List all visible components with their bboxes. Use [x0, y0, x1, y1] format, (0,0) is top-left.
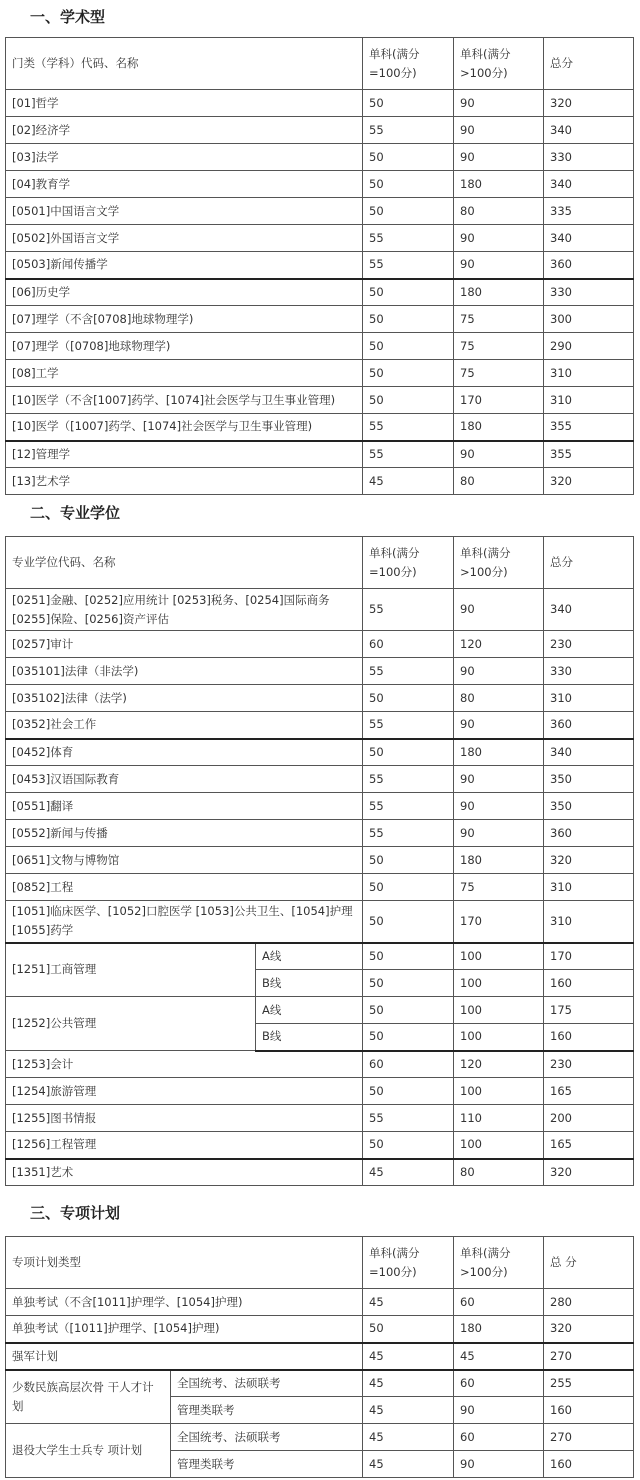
- row-single-eq100: 55: [363, 793, 454, 820]
- row-name: [10]医学（[1007]药学、[1074]社会医学与卫生事业管理): [6, 414, 363, 441]
- row-single-eq100: 50: [363, 279, 454, 306]
- header-category: 门类（学科）代码、名称: [6, 38, 363, 90]
- row-single-eq100: 50: [363, 847, 454, 874]
- row-single-gt100: 80: [454, 1159, 544, 1186]
- professional-table: [5, 536, 634, 1186]
- row-total: 165: [544, 1078, 634, 1105]
- row-single-gt100: 180: [454, 1316, 544, 1343]
- row-name: 少数民族高层次骨 干人才计划: [6, 1370, 171, 1424]
- row-total: 350: [544, 766, 634, 793]
- table-row: [6, 1159, 634, 1186]
- row-single-gt100: 80: [454, 685, 544, 712]
- row-single-eq100: 50: [363, 739, 454, 766]
- row-name: [0651]文物与博物馆: [6, 847, 363, 874]
- row-single-gt100: 170: [454, 901, 544, 943]
- header-single-eq100: 单科(满分=100分): [363, 1237, 454, 1289]
- row-total: 360: [544, 252, 634, 279]
- section-title-professional: 二、专业学位: [30, 504, 121, 522]
- row-single-eq100: 50: [363, 306, 454, 333]
- row-single-eq100: 50: [363, 1078, 454, 1105]
- table-row: [6, 1289, 634, 1316]
- row-line-label: 全国统考、法硕联考: [171, 1370, 363, 1397]
- table-row: [6, 171, 634, 198]
- row-single-gt100: 100: [454, 943, 544, 970]
- row-name: [0352]社会工作: [6, 712, 363, 739]
- row-total: 340: [544, 225, 634, 252]
- row-total: 320: [544, 847, 634, 874]
- row-single-eq100: 55: [363, 252, 454, 279]
- row-single-eq100: 45: [363, 468, 454, 495]
- row-single-gt100: 100: [454, 997, 544, 1024]
- row-name: [03]法学: [6, 144, 363, 171]
- row-single-eq100: 50: [363, 901, 454, 943]
- table-row: [6, 766, 634, 793]
- row-single-gt100: 90: [454, 225, 544, 252]
- row-name: [0452]体育: [6, 739, 363, 766]
- row-single-gt100: 170: [454, 387, 544, 414]
- row-name: [12]管理学: [6, 441, 363, 468]
- row-total: 340: [544, 117, 634, 144]
- row-single-eq100: 60: [363, 1051, 454, 1078]
- row-single-gt100: 60: [454, 1370, 544, 1397]
- table-row: [6, 901, 634, 943]
- row-single-gt100: 180: [454, 414, 544, 441]
- row-single-gt100: 90: [454, 1397, 544, 1424]
- row-single-gt100: 90: [454, 766, 544, 793]
- row-total: 320: [544, 90, 634, 117]
- row-single-gt100: 90: [454, 820, 544, 847]
- row-single-eq100: 45: [363, 1343, 454, 1370]
- row-name: [0552]新闻与传播: [6, 820, 363, 847]
- table-row: [6, 333, 634, 360]
- row-single-gt100: 90: [454, 252, 544, 279]
- table-row: [6, 90, 634, 117]
- row-single-eq100: 55: [363, 225, 454, 252]
- row-total: 310: [544, 874, 634, 901]
- row-single-eq100: 45: [363, 1424, 454, 1451]
- row-single-eq100: 50: [363, 997, 454, 1024]
- row-single-gt100: 100: [454, 970, 544, 997]
- row-single-gt100: 90: [454, 90, 544, 117]
- row-total: 320: [544, 468, 634, 495]
- section-title-academic: 一、学术型: [30, 8, 106, 26]
- table-row: [6, 117, 634, 144]
- row-name: [1256]工程管理: [6, 1132, 363, 1159]
- row-total: 230: [544, 631, 634, 658]
- table-row: [6, 1316, 634, 1343]
- row-total: 330: [544, 144, 634, 171]
- row-single-eq100: 50: [363, 144, 454, 171]
- row-name: [0251]金融、[0252]应用统计 [0253]税务、[0254]国际商务 [0255]保险、[0256]资产评估: [6, 589, 363, 631]
- row-name: [1254]旅游管理: [6, 1078, 363, 1105]
- table-row: [6, 441, 634, 468]
- row-line-label: 管理类联考: [171, 1397, 363, 1424]
- row-total: 310: [544, 901, 634, 943]
- row-total: 280: [544, 1289, 634, 1316]
- table-row: [6, 1424, 634, 1451]
- section-title-special: 三、专项计划: [30, 1204, 121, 1222]
- row-single-eq100: 50: [363, 685, 454, 712]
- row-name: [13]艺术学: [6, 468, 363, 495]
- table-row: [6, 658, 634, 685]
- row-single-gt100: 180: [454, 847, 544, 874]
- row-single-gt100: 90: [454, 144, 544, 171]
- row-name: 强军计划: [6, 1343, 363, 1370]
- row-single-eq100: 50: [363, 333, 454, 360]
- row-single-eq100: 45: [363, 1289, 454, 1316]
- row-line-label: B线: [256, 1024, 363, 1051]
- row-total: 330: [544, 279, 634, 306]
- row-total: 350: [544, 793, 634, 820]
- header-total: 总分: [544, 38, 634, 90]
- row-total: 310: [544, 387, 634, 414]
- row-total: 170: [544, 943, 634, 970]
- row-name: [0503]新闻传播学: [6, 252, 363, 279]
- row-single-gt100: 100: [454, 1132, 544, 1159]
- row-single-eq100: 50: [363, 943, 454, 970]
- row-name: [0551]翻译: [6, 793, 363, 820]
- row-total: 230: [544, 1051, 634, 1078]
- header-single-gt100: 单科(满分 >100分): [454, 537, 544, 589]
- row-total: 340: [544, 589, 634, 631]
- row-name: 退役大学生士兵专 项计划: [6, 1424, 171, 1478]
- table-row: [6, 225, 634, 252]
- row-single-gt100: 180: [454, 171, 544, 198]
- table-row: [6, 739, 634, 766]
- row-single-gt100: 80: [454, 468, 544, 495]
- table-row: [6, 793, 634, 820]
- row-name: [035102]法律（法学): [6, 685, 363, 712]
- row-single-gt100: 90: [454, 589, 544, 631]
- header-single-eq100: 单科(满分=100分): [363, 38, 454, 90]
- row-name: [1252]公共管理: [6, 997, 256, 1051]
- header-category: 专业学位代码、名称: [6, 537, 363, 589]
- row-single-eq100: 50: [363, 1316, 454, 1343]
- table-header-row: [6, 537, 634, 589]
- row-total: 330: [544, 658, 634, 685]
- table-row: [6, 712, 634, 739]
- row-total: 200: [544, 1105, 634, 1132]
- row-name: [07]理学（不含[0708]地球物理学): [6, 306, 363, 333]
- row-single-gt100: 75: [454, 360, 544, 387]
- row-single-eq100: 55: [363, 117, 454, 144]
- row-name: [1255]图书情报: [6, 1105, 363, 1132]
- row-total: 165: [544, 1132, 634, 1159]
- row-single-eq100: 45: [363, 1370, 454, 1397]
- row-single-eq100: 55: [363, 658, 454, 685]
- row-single-gt100: 180: [454, 279, 544, 306]
- table-row: [6, 874, 634, 901]
- table-row: [6, 144, 634, 171]
- row-single-gt100: 100: [454, 1078, 544, 1105]
- row-name: [1253]会计: [6, 1051, 363, 1078]
- row-single-gt100: 45: [454, 1343, 544, 1370]
- row-single-gt100: 60: [454, 1289, 544, 1316]
- row-name: 单独考试（[1011]护理学、[1054]护理): [6, 1316, 363, 1343]
- row-line-label: 管理类联考: [171, 1451, 363, 1478]
- row-total: 360: [544, 712, 634, 739]
- row-single-eq100: 50: [363, 1132, 454, 1159]
- row-single-eq100: 55: [363, 414, 454, 441]
- row-total: 320: [544, 1316, 634, 1343]
- header-single-eq100: 单科(满分=100分): [363, 537, 454, 589]
- row-total: 290: [544, 333, 634, 360]
- table-row: [6, 631, 634, 658]
- table-header-row: [6, 1237, 634, 1289]
- row-name: [02]经济学: [6, 117, 363, 144]
- table-row: [6, 1078, 634, 1105]
- row-name: [10]医学（不含[1007]药学、[1074]社会医学与卫生事业管理): [6, 387, 363, 414]
- header-single-gt100: 单科(满分 >100分): [454, 1237, 544, 1289]
- row-name: [04]教育学: [6, 171, 363, 198]
- row-single-gt100: 110: [454, 1105, 544, 1132]
- row-single-gt100: 100: [454, 1024, 544, 1051]
- table-row: [6, 997, 634, 1024]
- row-total: 320: [544, 1159, 634, 1186]
- row-single-gt100: 120: [454, 1051, 544, 1078]
- row-name: [08]工学: [6, 360, 363, 387]
- table-row: [6, 252, 634, 279]
- table-row: [6, 1132, 634, 1159]
- row-single-eq100: 55: [363, 820, 454, 847]
- row-name: [035101]法律（非法学): [6, 658, 363, 685]
- row-total: 335: [544, 198, 634, 225]
- row-single-eq100: 50: [363, 970, 454, 997]
- row-total: 160: [544, 1451, 634, 1478]
- row-single-eq100: 55: [363, 441, 454, 468]
- table-row: [6, 306, 634, 333]
- table-row: [6, 1051, 634, 1078]
- row-single-gt100: 75: [454, 333, 544, 360]
- row-total: 270: [544, 1343, 634, 1370]
- row-single-gt100: 120: [454, 631, 544, 658]
- table-row: [6, 279, 634, 306]
- table-header-row: [6, 38, 634, 90]
- row-name: [0502]外国语言文学: [6, 225, 363, 252]
- row-total: 340: [544, 739, 634, 766]
- row-single-gt100: 90: [454, 117, 544, 144]
- row-single-eq100: 50: [363, 198, 454, 225]
- header-single-gt100: 单科(满分 >100分): [454, 38, 544, 90]
- row-single-gt100: 180: [454, 739, 544, 766]
- row-single-gt100: 90: [454, 793, 544, 820]
- table-row: [6, 685, 634, 712]
- table-row: [6, 943, 634, 970]
- table-row: [6, 1105, 634, 1132]
- row-single-gt100: 75: [454, 874, 544, 901]
- row-line-label: 全国统考、法硕联考: [171, 1424, 363, 1451]
- row-total: 160: [544, 1024, 634, 1051]
- row-name: [01]哲学: [6, 90, 363, 117]
- row-single-eq100: 50: [363, 387, 454, 414]
- row-name: [0453]汉语国际教育: [6, 766, 363, 793]
- row-total: 300: [544, 306, 634, 333]
- special-table: [5, 1236, 634, 1478]
- row-line-label: A线: [256, 943, 363, 970]
- row-total: 340: [544, 171, 634, 198]
- row-single-gt100: 60: [454, 1424, 544, 1451]
- row-single-eq100: 55: [363, 766, 454, 793]
- table-row: [6, 589, 634, 631]
- table-row: [6, 468, 634, 495]
- table-row: [6, 198, 634, 225]
- row-name: [1051]临床医学、[1052]口腔医学 [1053]公共卫生、[1054]护理 [1055]药学: [6, 901, 363, 943]
- row-single-eq100: 50: [363, 874, 454, 901]
- row-single-eq100: 50: [363, 1024, 454, 1051]
- table-row: [6, 847, 634, 874]
- row-single-eq100: 50: [363, 360, 454, 387]
- row-total: 355: [544, 441, 634, 468]
- row-line-label: A线: [256, 997, 363, 1024]
- table-row: [6, 387, 634, 414]
- row-name: 单独考试（不含[1011]护理学、[1054]护理): [6, 1289, 363, 1316]
- row-single-eq100: 60: [363, 631, 454, 658]
- row-single-eq100: 55: [363, 712, 454, 739]
- row-single-gt100: 90: [454, 712, 544, 739]
- header-category: 专项计划类型: [6, 1237, 363, 1289]
- row-total: 160: [544, 1397, 634, 1424]
- row-name: [0852]工程: [6, 874, 363, 901]
- row-single-eq100: 55: [363, 589, 454, 631]
- table-row: [6, 1370, 634, 1397]
- academic-table: [5, 37, 634, 495]
- row-total: 310: [544, 360, 634, 387]
- table-row: [6, 820, 634, 847]
- row-name: [0501]中国语言文学: [6, 198, 363, 225]
- row-name: [1351]艺术: [6, 1159, 363, 1186]
- row-single-eq100: 45: [363, 1397, 454, 1424]
- row-single-gt100: 80: [454, 198, 544, 225]
- row-name: [1251]工商管理: [6, 943, 256, 997]
- row-name: [06]历史学: [6, 279, 363, 306]
- row-line-label: B线: [256, 970, 363, 997]
- row-name: [0257]审计: [6, 631, 363, 658]
- header-total: 总分: [544, 537, 634, 589]
- row-single-eq100: 45: [363, 1451, 454, 1478]
- row-total: 310: [544, 685, 634, 712]
- row-total: 355: [544, 414, 634, 441]
- row-single-eq100: 50: [363, 171, 454, 198]
- table-row: [6, 360, 634, 387]
- row-single-gt100: 90: [454, 658, 544, 685]
- row-total: 360: [544, 820, 634, 847]
- row-single-eq100: 55: [363, 1105, 454, 1132]
- header-total: 总 分: [544, 1237, 634, 1289]
- row-single-eq100: 50: [363, 90, 454, 117]
- row-total: 175: [544, 997, 634, 1024]
- table-row: [6, 1343, 634, 1370]
- row-total: 255: [544, 1370, 634, 1397]
- row-total: 160: [544, 970, 634, 997]
- row-single-gt100: 75: [454, 306, 544, 333]
- row-name: [07]理学（[0708]地球物理学): [6, 333, 363, 360]
- row-single-gt100: 90: [454, 441, 544, 468]
- row-single-gt100: 90: [454, 1451, 544, 1478]
- row-single-eq100: 45: [363, 1159, 454, 1186]
- row-total: 270: [544, 1424, 634, 1451]
- table-row: [6, 414, 634, 441]
